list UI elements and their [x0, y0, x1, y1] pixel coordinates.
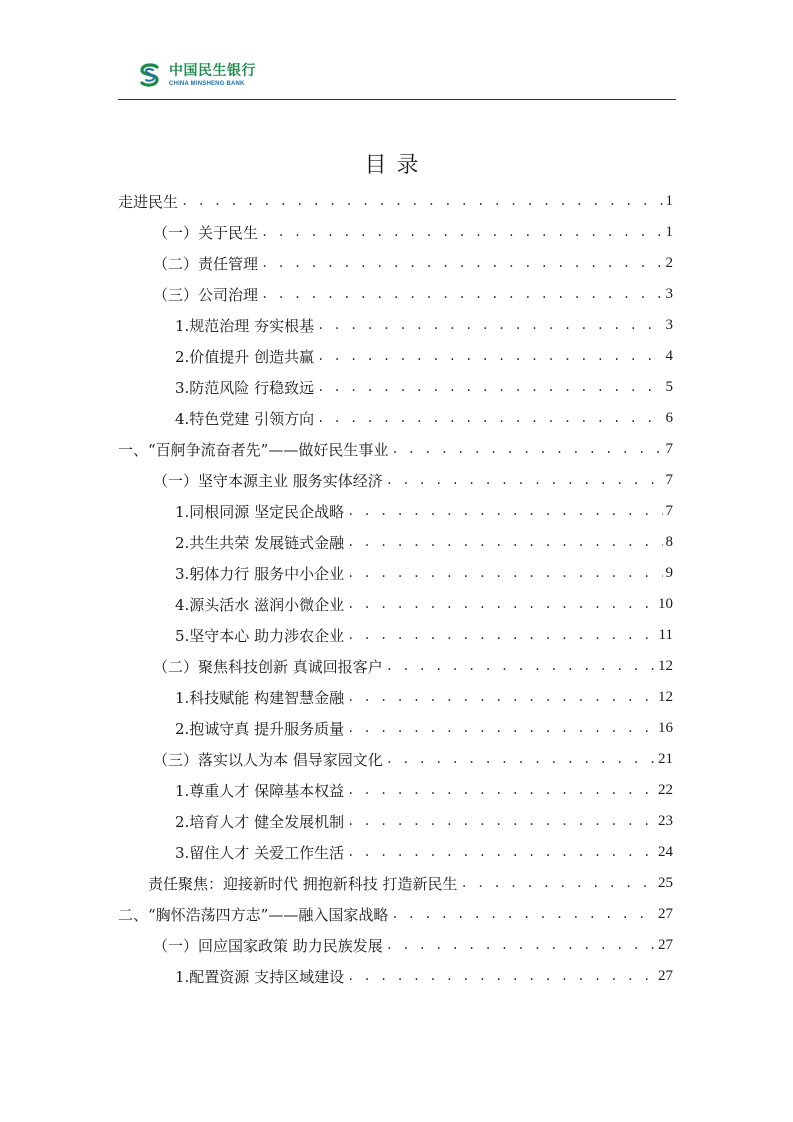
toc-entry-label: （二）聚焦科技创新 真诚回报客户 — [153, 658, 383, 676]
logo-english-name: CHINA MINSHENG BANK — [169, 80, 245, 87]
toc-entry-label: 1.科技赋能 构建智慧金融 — [175, 689, 345, 707]
toc-entry-page: 25 — [658, 875, 673, 891]
toc-entry[interactable] — [118, 806, 673, 837]
toc-entry-label: 责任聚焦：迎接新时代 拥抱新科技 打造新民生 — [148, 875, 458, 893]
toc-leader-dots — [261, 254, 662, 273]
toc-entry[interactable] — [118, 651, 673, 682]
toc-entry-label: 一、“百舸争流奋者先”——做好民生事业 — [118, 441, 389, 459]
toc-entry-page: 12 — [658, 689, 673, 705]
toc-entry-page: 3 — [665, 286, 673, 302]
toc-leader-dots — [347, 564, 662, 583]
toc-entry-page: 7 — [665, 472, 673, 488]
toc-entry-page: 2 — [665, 255, 673, 271]
toc-entry-page: 4 — [665, 348, 673, 364]
page-title: 目录 — [364, 153, 429, 178]
toc-entry-page: 27 — [658, 906, 673, 922]
logo-text — [169, 64, 256, 87]
toc-entry-label: 1.同根同源 坚定民企战略 — [175, 503, 345, 521]
toc-entry-page: 5 — [665, 379, 673, 395]
toc-leader-dots — [181, 192, 662, 211]
toc-entry[interactable] — [118, 682, 673, 713]
toc-leader-dots — [317, 409, 662, 428]
toc-entry[interactable] — [118, 310, 673, 341]
toc-entry-label: （一）关于民生 — [153, 224, 259, 242]
toc-entry-label: （三）公司治理 — [153, 286, 259, 304]
toc-leader-dots — [261, 285, 662, 304]
toc-entry-label: 3.留住人才 关爱工作生活 — [175, 844, 345, 862]
toc-entry-page: 11 — [658, 627, 673, 643]
toc-entry-page: 7 — [665, 441, 673, 457]
toc-entry[interactable] — [118, 341, 673, 372]
toc-leader-dots — [347, 595, 655, 614]
toc-entry-label: 4.源头活水 滋润小微企业 — [175, 596, 345, 614]
toc-entry[interactable] — [118, 961, 673, 992]
toc-leader-dots — [261, 223, 662, 242]
toc-entry-page: 1 — [665, 193, 673, 209]
toc-entry[interactable] — [118, 713, 673, 744]
toc-entry[interactable] — [118, 186, 673, 217]
toc-entry[interactable] — [118, 465, 673, 496]
toc-entry[interactable] — [118, 775, 673, 806]
toc-leader-dots — [317, 347, 662, 366]
toc-leader-dots — [347, 626, 655, 645]
toc-entry-label: 2.培育人才 健全发展机制 — [175, 813, 345, 831]
toc-entry-label: （一）回应国家政策 助力民族发展 — [153, 937, 383, 955]
toc-entry-label: 2.共生共荣 发展链式金融 — [175, 534, 345, 552]
toc-entry-label: （一）坚守本源主业 服务实体经济 — [153, 472, 383, 490]
toc-entry-page: 27 — [658, 968, 673, 984]
toc-entry-page: 8 — [665, 534, 673, 550]
toc-entry-label: 走进民生 — [118, 193, 179, 211]
toc-entry-page: 23 — [658, 813, 673, 829]
toc-entry-label: 3.防范风险 行稳致远 — [175, 379, 315, 397]
toc-entry[interactable] — [118, 434, 673, 465]
toc-leader-dots — [347, 719, 655, 738]
logo-chinese-name: 中国民生银行 — [169, 62, 256, 79]
toc-leader-dots — [391, 440, 662, 459]
toc-entry-label: 2.抱诚守真 提升服务质量 — [175, 720, 345, 738]
toc-leader-dots — [461, 874, 655, 893]
toc-entry-page: 7 — [665, 503, 673, 519]
table-of-contents — [118, 186, 673, 992]
header-divider — [118, 99, 676, 100]
toc-entry-page: 3 — [665, 317, 673, 333]
toc-entry-label: （三）落实以人为本 倡导家园文化 — [153, 751, 383, 769]
toc-leader-dots — [386, 471, 663, 490]
page-header — [135, 58, 256, 92]
toc-entry[interactable] — [118, 217, 673, 248]
toc-entry[interactable] — [118, 837, 673, 868]
toc-entry[interactable] — [118, 403, 673, 434]
toc-entry-page: 10 — [658, 596, 673, 612]
toc-entry-page: 27 — [658, 937, 673, 953]
toc-entry-page: 9 — [665, 565, 673, 581]
toc-entry-page: 24 — [658, 844, 673, 860]
toc-leader-dots — [347, 533, 662, 552]
toc-entry-label: 5.坚守本心 助力涉农企业 — [175, 627, 345, 645]
minsheng-logo-icon — [135, 60, 165, 90]
toc-entry[interactable] — [118, 620, 673, 651]
toc-leader-dots — [347, 812, 655, 831]
toc-entry-page: 21 — [658, 751, 673, 767]
toc-leader-dots — [347, 502, 662, 521]
toc-entry[interactable] — [118, 589, 673, 620]
toc-entry[interactable] — [118, 899, 673, 930]
toc-entry-page: 22 — [658, 782, 673, 798]
toc-entry-page: 16 — [658, 720, 673, 736]
toc-entry[interactable] — [118, 868, 673, 899]
toc-entry-page: 12 — [658, 658, 673, 674]
toc-entry-label: （二）责任管理 — [153, 255, 259, 273]
toc-entry-label: 1.规范治理 夯实根基 — [175, 317, 315, 335]
toc-leader-dots — [347, 967, 655, 986]
toc-leader-dots — [347, 843, 655, 862]
toc-entry-label: 3.躬体力行 服务中小企业 — [175, 565, 345, 583]
toc-entry-page: 6 — [665, 410, 673, 426]
toc-entry-label: 4.特色党建 引领方向 — [175, 410, 315, 428]
toc-leader-dots — [317, 316, 662, 335]
toc-entry[interactable] — [118, 527, 673, 558]
toc-entry[interactable] — [118, 279, 673, 310]
toc-entry[interactable] — [118, 558, 673, 589]
toc-leader-dots — [317, 378, 662, 397]
toc-leader-dots — [347, 688, 655, 707]
toc-leader-dots — [386, 657, 655, 676]
toc-entry-page: 1 — [665, 224, 673, 240]
toc-entry-label: 1.配置资源 支持区域建设 — [175, 968, 345, 986]
toc-entry[interactable] — [118, 372, 673, 403]
toc-leader-dots — [391, 905, 655, 924]
toc-entry-label: 1.尊重人才 保障基本权益 — [175, 782, 345, 800]
toc-leader-dots — [347, 781, 655, 800]
toc-entry-label: 二、“胸怀浩荡四方志”——融入国家战略 — [118, 906, 389, 924]
toc-entry[interactable] — [118, 744, 673, 775]
toc-entry[interactable] — [118, 496, 673, 527]
toc-entry[interactable] — [118, 248, 673, 279]
toc-entry-label: 2.价值提升 创造共赢 — [175, 348, 315, 366]
toc-leader-dots — [386, 750, 655, 769]
toc-entry[interactable] — [118, 930, 673, 961]
toc-leader-dots — [386, 936, 655, 955]
